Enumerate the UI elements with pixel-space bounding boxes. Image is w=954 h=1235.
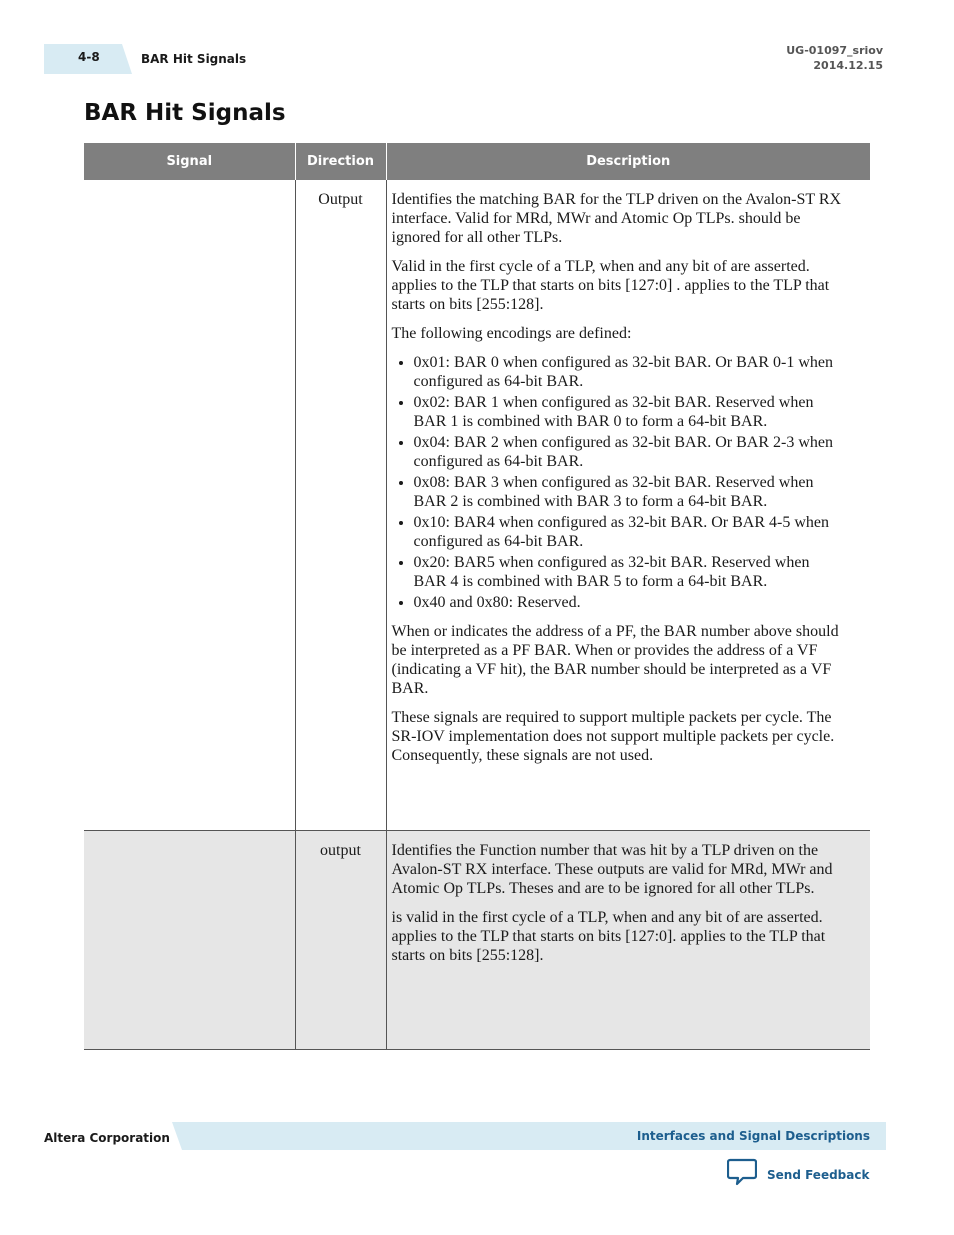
list-item: • 0x20: BAR5 when configured as 32-bit BAR. Reserved when BAR 4 is combined with BAR 5 to form a 64-bit BAR. [414,553,843,591]
chapter-link[interactable]: Interfaces and Signal Descriptions [636,1129,870,1143]
signal-cell [84,180,295,831]
header-direction: Direction [295,143,386,180]
direction-cell [295,831,386,1050]
list-item: • 0x01: BAR 0 when configured as 32-bit BAR. Or BAR 0-1 when configured as 64-bit BAR. [414,353,843,391]
direction-cell [295,180,386,831]
description-paragraph: Identifies the Function number that was hit by a TLP driven on the Avalon-ST RX interface. These outputs are valid for MRd, MWr and Atomic Op TLPs. Theses and are to be ignored for all other TLPs. [391,842,833,897]
send-feedback-label[interactable]: Send Feedback [767,1167,870,1182]
page-number: 4-8 [78,50,100,64]
doc-id: UG-01097_sriov [786,44,883,57]
list-item: • 0x04: BAR 2 when configured as 32-bit BAR. Or BAR 2-3 when configured as 64-bit BAR. [414,433,843,471]
table-row [84,180,870,831]
description-paragraph: Valid in the first cycle of a TLP, when and any bit of are asserted. applies to the TLP that starts on bits [127:0] . applies to the TLP that starts on bits [255:128]. [391,258,830,313]
description-cell [386,831,870,1050]
header-section-title: BAR Hit Signals [141,52,247,66]
send-feedback-link[interactable] [727,1158,869,1191]
header-description: Description [386,143,870,180]
signal-table [84,143,870,1050]
header-doc-info [786,43,883,73]
description-paragraph: is valid in the first cycle of a TLP, when and any bit of are asserted. applies to the TLP that starts on bits [127:0]. applies to the TLP that starts on bits [255:128]. [391,909,826,964]
list-item: • 0x10: BAR4 when configured as 32-bit BAR. Or BAR 4-5 when configured as 64-bit BAR. [414,513,843,551]
description-paragraph: When or indicates the address of a PF, the BAR number above should be interpreted as a PF BAR. When or provides the address of a VF (indicating a VF hit), the BAR number should be interpreted as a VF BAR. [391,623,839,697]
direction-value: Output [318,191,363,208]
table-header-row [84,143,870,180]
speech-bubble-icon [727,1158,757,1191]
description-paragraph: These signals are required to support multiple packets per cycle. The SR-IOV implementation does not support multiple packets per cycle. Consequently, these signals are not used. [391,709,835,764]
list-item: • 0x02: BAR 1 when configured as 32-bit BAR. Reserved when BAR 1 is combined with BAR 0 to form a 64-bit BAR. [414,393,843,431]
table-row [84,831,870,1050]
description-paragraph: The following encodings are defined: [391,325,632,342]
list-item: • 0x40 and 0x80: Reserved. [414,593,843,612]
description-cell [386,180,870,831]
encoding-list [392,353,843,612]
list-item: • 0x08: BAR 3 when configured as 32-bit BAR. Reserved when BAR 2 is combined with BAR 3 to form a 64-bit BAR. [414,473,843,511]
doc-date: 2014.12.15 [813,59,883,72]
page-title: BAR Hit Signals [84,100,286,126]
footer-company: Altera Corporation [44,1131,170,1145]
signal-cell [84,831,295,1050]
description-paragraph: Identifies the matching BAR for the TLP driven on the Avalon-ST RX interface. Valid for MRd, MWr and Atomic Op TLPs. should be ignored for all other TLPs. [391,191,842,246]
direction-value: output [320,842,361,859]
header-signal: Signal [84,143,295,180]
